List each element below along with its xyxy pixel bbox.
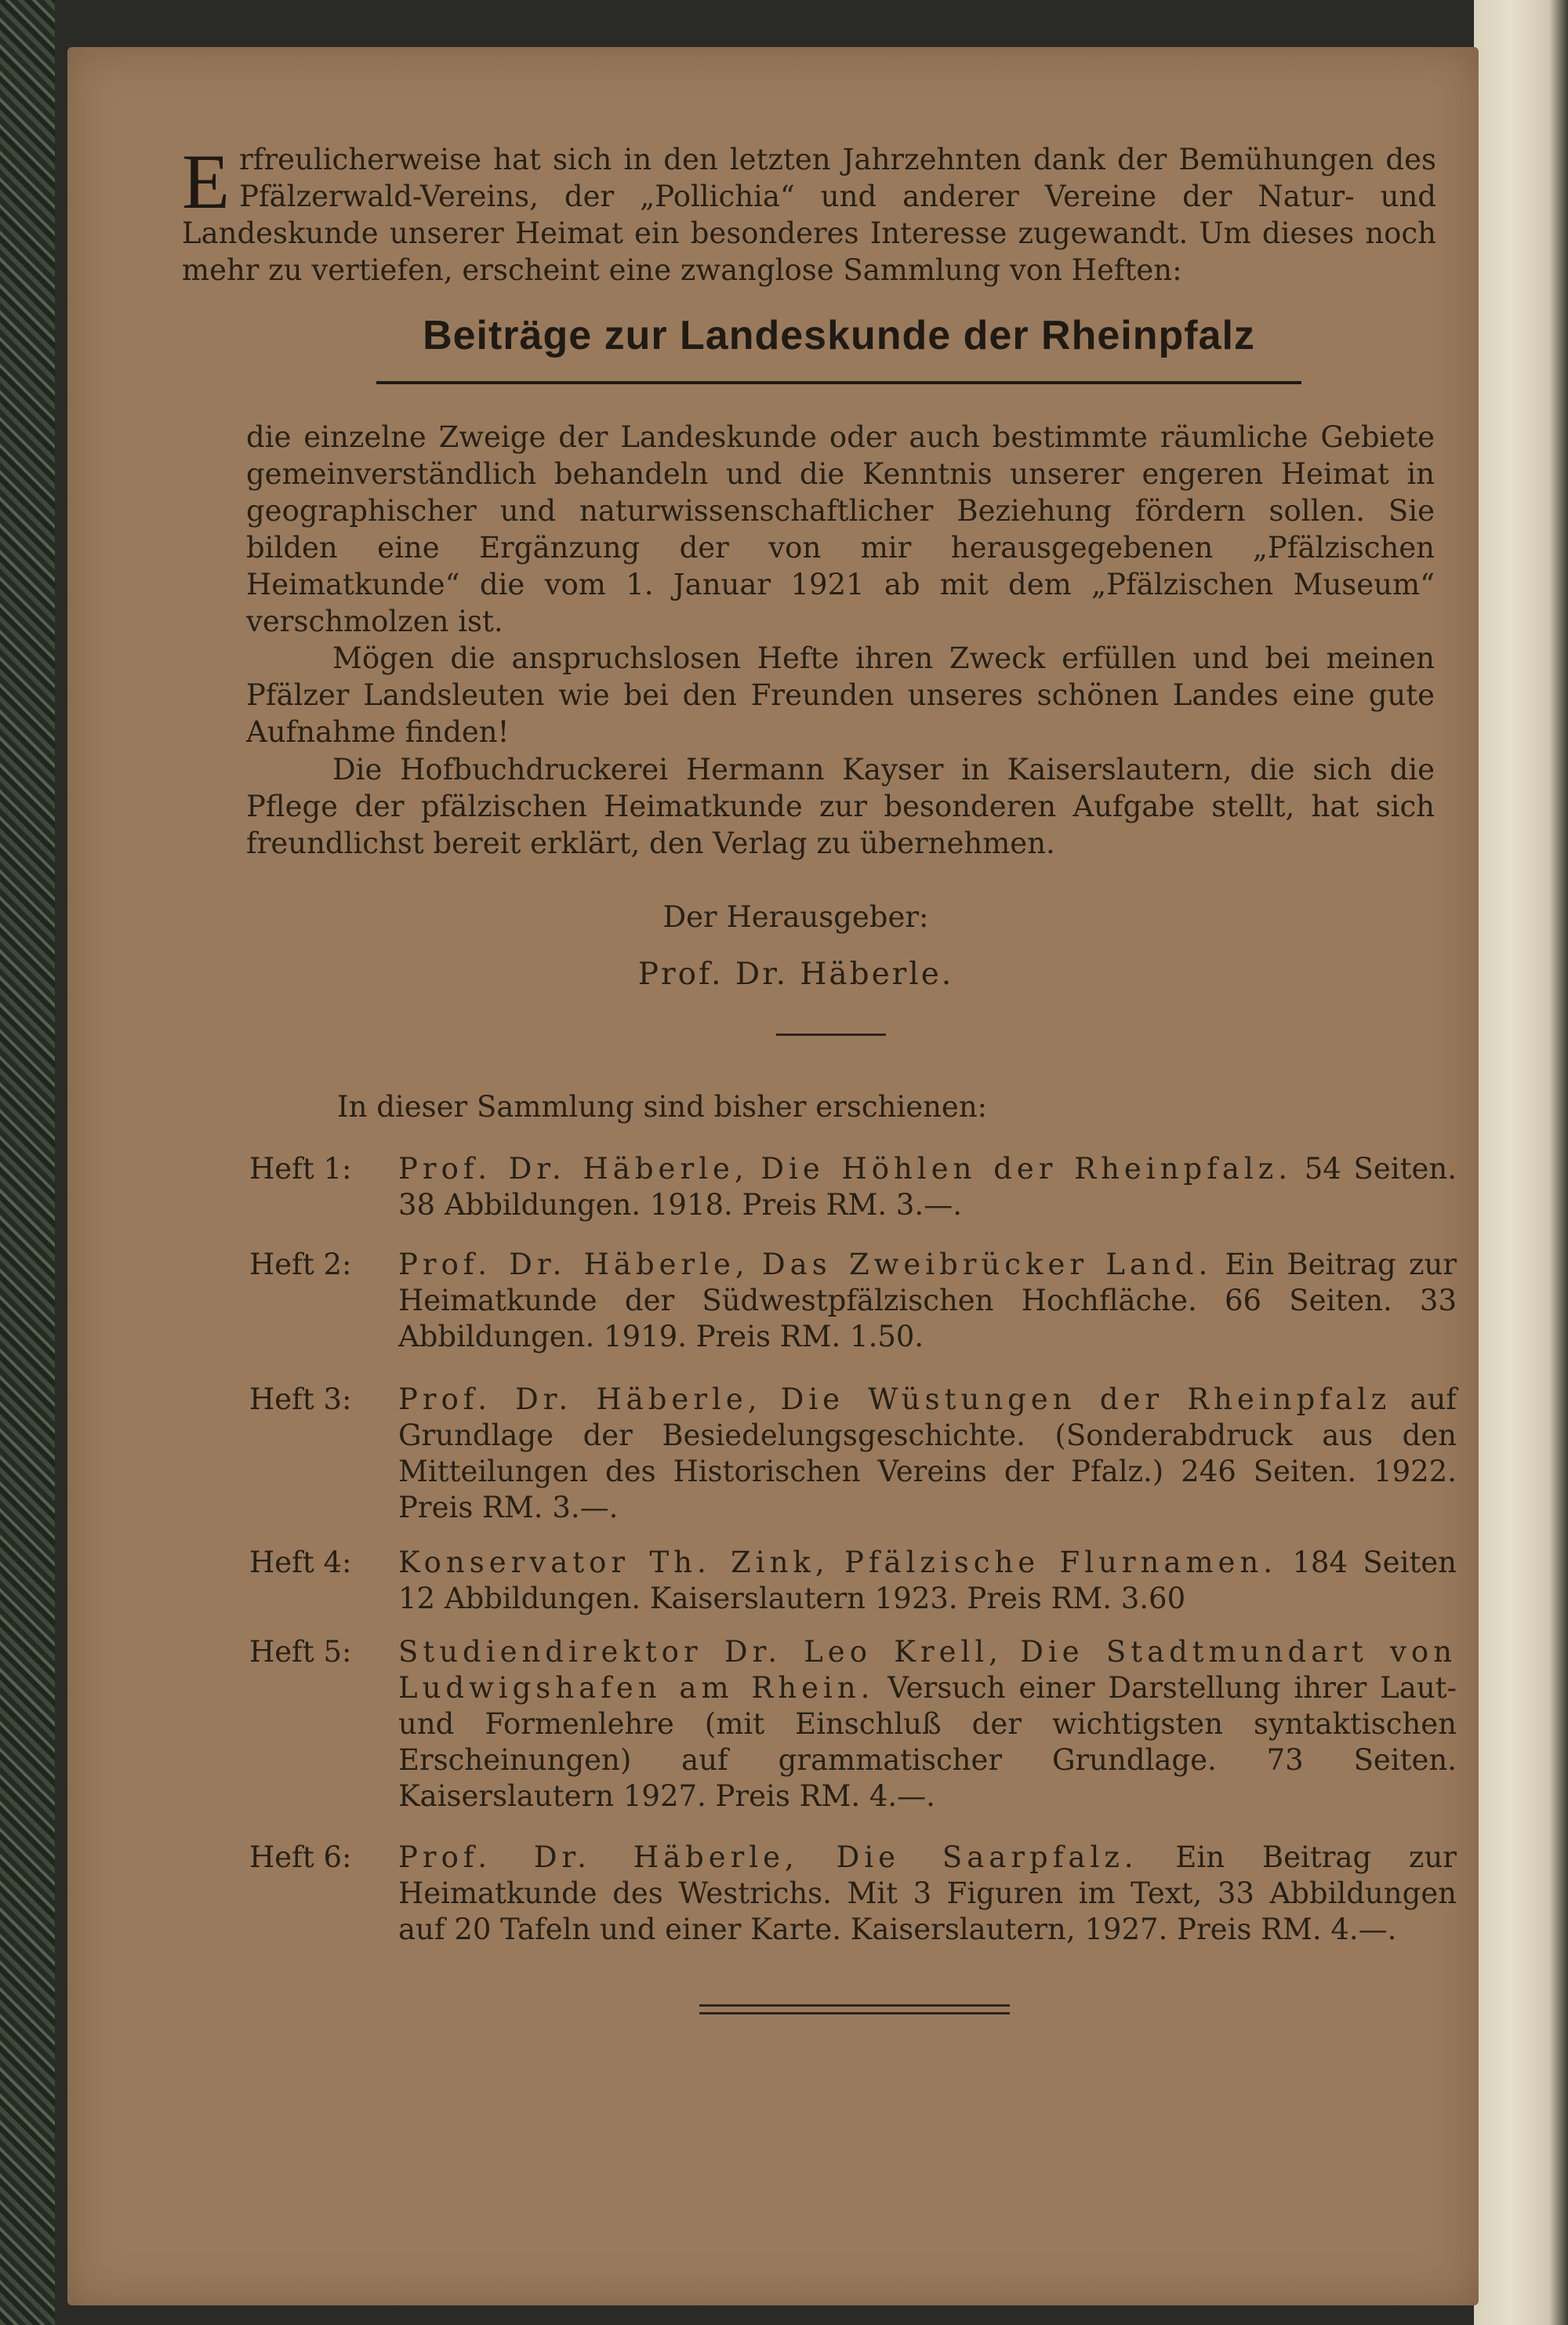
paragraph-publisher: Die Hofbuchdruckerei Hermann Kayser in Kaiserslautern, die sich die Pflege der pfälzischen Heimatkunde zur besonderen Aufgabe stellt, hat sich freundlichst bereit erklärt, den Verlag zu übernehmen.	[246, 753, 1435, 860]
section-divider	[776, 1034, 886, 1036]
heft-entry	[398, 1634, 1457, 1815]
heft-details: Versuch einer Darstellung ihrer Laut- und Formenlehre (mit Einschluß der wichtigsten syntaktischen Erscheinungen) auf grammatischer Grundlage. 73 Seiten. Kaiserslautern 1927. Preis RM. 4.—.	[398, 1671, 1457, 1813]
heft-entry	[398, 1545, 1457, 1617]
heft-title: Pfälzische Flurnamen.	[844, 1546, 1278, 1579]
heft-author: Studiendirektor Dr. Leo Krell,	[398, 1635, 1003, 1669]
book-board-right	[1474, 0, 1568, 2325]
intro-text: rfreulicherweise hat sich in den letzten Jahrzehnten dank der Bemühungen des Pfälzerwald-Vereins, der „Pollichia“ und anderer Vereine der Natur- und Landeskunde unserer Heimat ein besonderes Interesse zugewandt. Um dieses noch mehr zu vertiefen, erscheint eine zwanglose Sammlung von Heften:	[182, 143, 1436, 287]
heft-label: Heft 1:	[249, 1152, 352, 1186]
heft-details: auf Grundlage der Besiedelungsgeschichte. (Sonderabdruck aus den Mitteilungen des Historischen Vereins der Pfalz.) 246 Seiten. 1922. Preis RM. 3.—.	[398, 1382, 1457, 1524]
list-intro: In dieser Sammlung sind bisher erschienen:	[337, 1090, 988, 1124]
heft-author: Konservator Th. Zink,	[398, 1546, 829, 1579]
heft-author: Prof. Dr. Häberle,	[398, 1152, 749, 1186]
book-binding-edge	[0, 0, 55, 2325]
heft-title: Die Wüstungen der Rheinpfalz	[780, 1382, 1392, 1416]
list-item	[249, 1247, 1457, 1355]
series-title: Beiträge zur Landeskunde der Rheinpfalz	[423, 313, 1255, 358]
heft-label: Heft 4:	[249, 1546, 352, 1579]
heft-label: Heft 6:	[249, 1840, 352, 1874]
list-item	[249, 1634, 1457, 1815]
heft-label: Heft 5:	[249, 1635, 352, 1669]
list-item	[249, 1545, 1457, 1617]
heft-title: Die Stadtmundart von Ludwigshafen am Rhein.	[398, 1635, 1457, 1705]
heft-label: Heft 2:	[249, 1248, 352, 1281]
heft-title: Die Saarpfalz.	[836, 1840, 1138, 1874]
intro-paragraph	[182, 138, 1436, 289]
heft-author: Prof. Dr. Häberle,	[398, 1382, 762, 1416]
drop-cap: E	[182, 138, 230, 225]
paragraph-wishes: Mögen die anspruchslosen Hefte ihren Zweck erfüllen und bei meinen Pfälzer Landsleuten wie bei den Freunden unseres schönen Landes eine gute Aufnahme finden!	[246, 641, 1435, 749]
heft-title: Das Zweibrücker Land.	[762, 1248, 1213, 1281]
signature-role: Der Herausgeber:	[662, 900, 929, 934]
heft-details: Ein Beitrag zur Heimatkunde des Westrichs. Mit 3 Figuren im Text, 33 Abbildungen auf 20 Tafeln und einer Karte. Kaiserslautern, 1927. Preis RM. 4.—.	[398, 1840, 1457, 1946]
heft-label: Heft 3:	[249, 1382, 352, 1416]
heft-entry	[398, 1840, 1457, 1948]
list-item	[249, 1151, 1457, 1223]
heft-author: Prof. Dr. Häberle,	[398, 1248, 750, 1281]
heft-entry	[398, 1382, 1457, 1526]
heft-entry	[398, 1151, 1457, 1223]
signature-name: Prof. Dr. Häberle.	[637, 957, 954, 992]
paragraph-description: die einzelne Zweige der Landeskunde oder auch bestimmte räumliche Gebiete gemeinverständlich behandeln und die Kenntnis unserer engeren Heimat in geographischer und naturwissenschaftlicher Beziehung fördern sollen. Sie bilden eine Ergänzung der von mir herausgegebenen „Pfälzischen Heimatkunde“ die vom 1. Januar 1921 ab mit dem „Pfälzischen Museum“ verschmolzen ist.	[246, 420, 1435, 638]
closing-rule-bottom	[699, 2012, 1010, 2014]
heft-author: Prof. Dr. Häberle,	[398, 1840, 799, 1874]
title-underline	[376, 381, 1301, 384]
list-item	[249, 1840, 1457, 1948]
heft-entry	[398, 1247, 1457, 1355]
heft-details: Ein Beitrag zur Heimatkunde der Südwestpfälzischen Hochfläche. 66 Seiten. 33 Abbildungen. 1919. Preis RM. 1.50.	[398, 1248, 1457, 1353]
heft-details: 184 Seiten 12 Abbildungen. Kaiserslautern 1923. Preis RM. 3.60	[398, 1546, 1457, 1615]
closing-rule-top	[699, 2004, 1010, 2007]
heft-details: 54 Seiten. 38 Abbildungen. 1918. Preis RM. 3.—.	[398, 1152, 1457, 1222]
list-item	[249, 1382, 1457, 1526]
heft-title: Die Höhlen der Rheinpfalz.	[760, 1152, 1292, 1186]
